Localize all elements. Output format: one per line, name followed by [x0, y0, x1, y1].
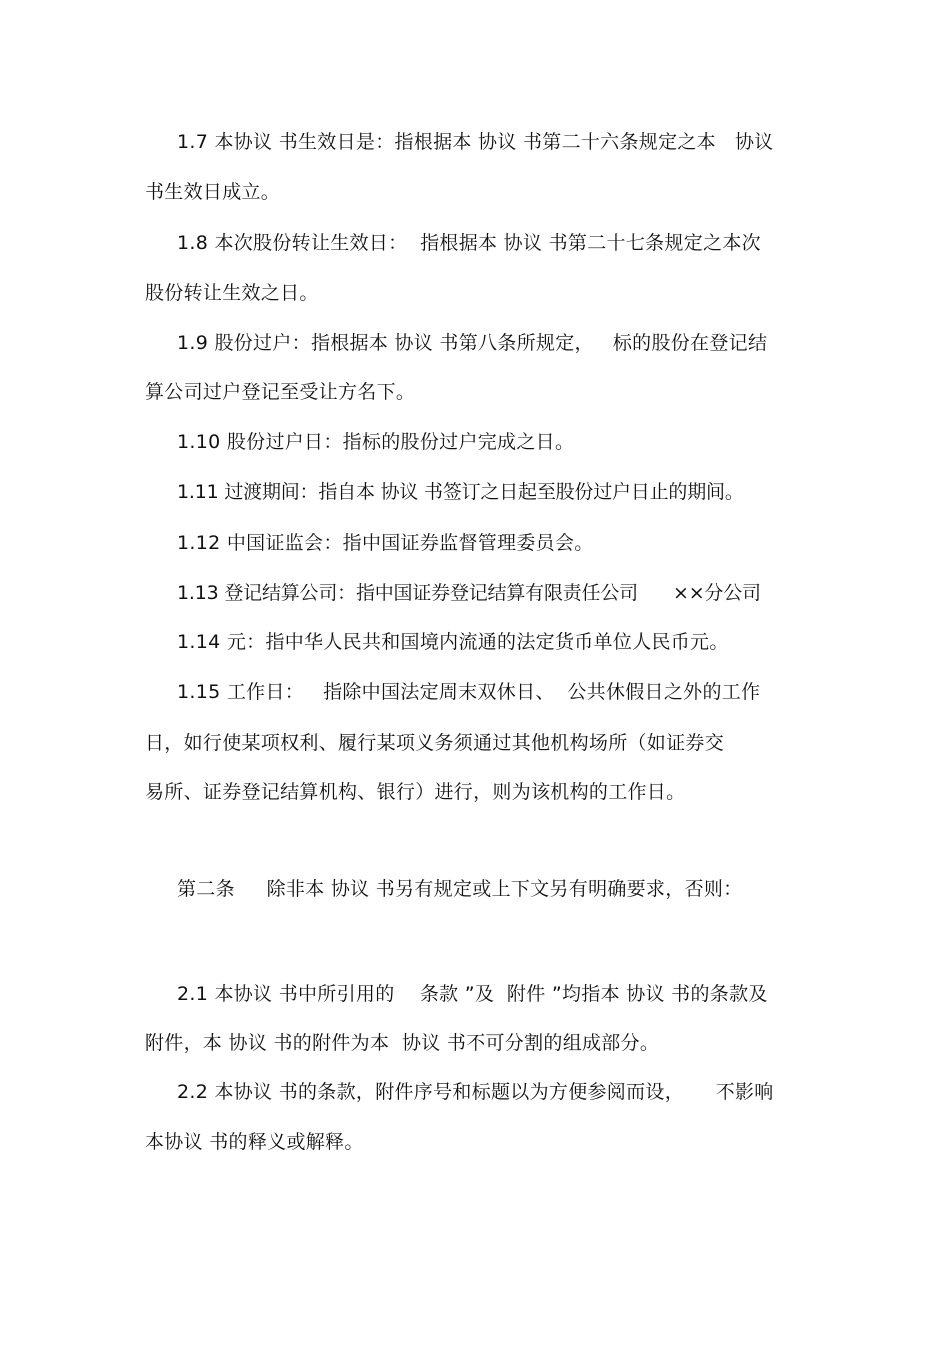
clause-1-15-line-1: 1.15 工作日： 指除中国法定周末双休日、 公共休假日之外的工作 [177, 681, 761, 703]
clause-1-7-line-1: 1.7 本协议 书生效日是：指根据本 协议 书第二十六条规定之本 协议 [177, 131, 774, 153]
clause-1-7-line-2: 书生效日成立。 [145, 181, 281, 203]
clause-1-9-line-2: 算公司过户登记至受让方名下。 [145, 381, 416, 403]
clause-1-14: 1.14 元：指中华人民共和国境内流通的法定货币单位人民币元。 [177, 631, 729, 653]
clause-1-10: 1.10 股份过户日：指标的股份过户完成之日。 [177, 431, 575, 453]
clause-2-1-line-1: 2.1 本协议 书中所引用的 条款 ”及 附件 ”均指本 协议 书的条款及 [177, 983, 768, 1005]
clause-1-15-line-2: 日，如行使某项权利、履行某项义务须通过其他机构场所（如证券交 [145, 732, 725, 754]
article-2-heading: 第二条 除非本 协议 书另有规定或上下文另有明确要求，否则： [177, 878, 743, 900]
clause-1-8-line-1: 1.8 本次股份转让生效日： 指根据本 协议 书第二十七条规定之本次 [177, 232, 761, 254]
clause-1-11: 1.11 过渡期间：指自本 协议 书签订之日起至股份过户日止的期间。 [177, 481, 744, 503]
clause-1-12: 1.12 中国证监会：指中国证券监督管理委员会。 [177, 532, 594, 554]
clause-1-13: 1.13 登记结算公司：指中国证券登记结算有限责任公司 ××分公司 [177, 582, 761, 604]
clause-2-1-line-2: 附件，本 协议 书的附件为本 协议 书不可分割的组成部分。 [145, 1032, 660, 1054]
clause-1-8-line-2: 股份转让生效之日。 [145, 282, 319, 304]
clause-2-2-line-2: 本协议 书的释义或解释。 [145, 1131, 364, 1153]
clause-1-9-line-1: 1.9 股份过户：指根据本 协议 书第八条所规定， 标的股份在登记结 [177, 332, 768, 354]
clause-1-15-line-3: 易所、证券登记结算机构、银行）进行，则为该机构的工作日。 [145, 781, 686, 803]
clause-2-2-line-1: 2.2 本协议 书的条款，附件序号和标题以为方便参阅而设， 不影响 [177, 1081, 774, 1103]
